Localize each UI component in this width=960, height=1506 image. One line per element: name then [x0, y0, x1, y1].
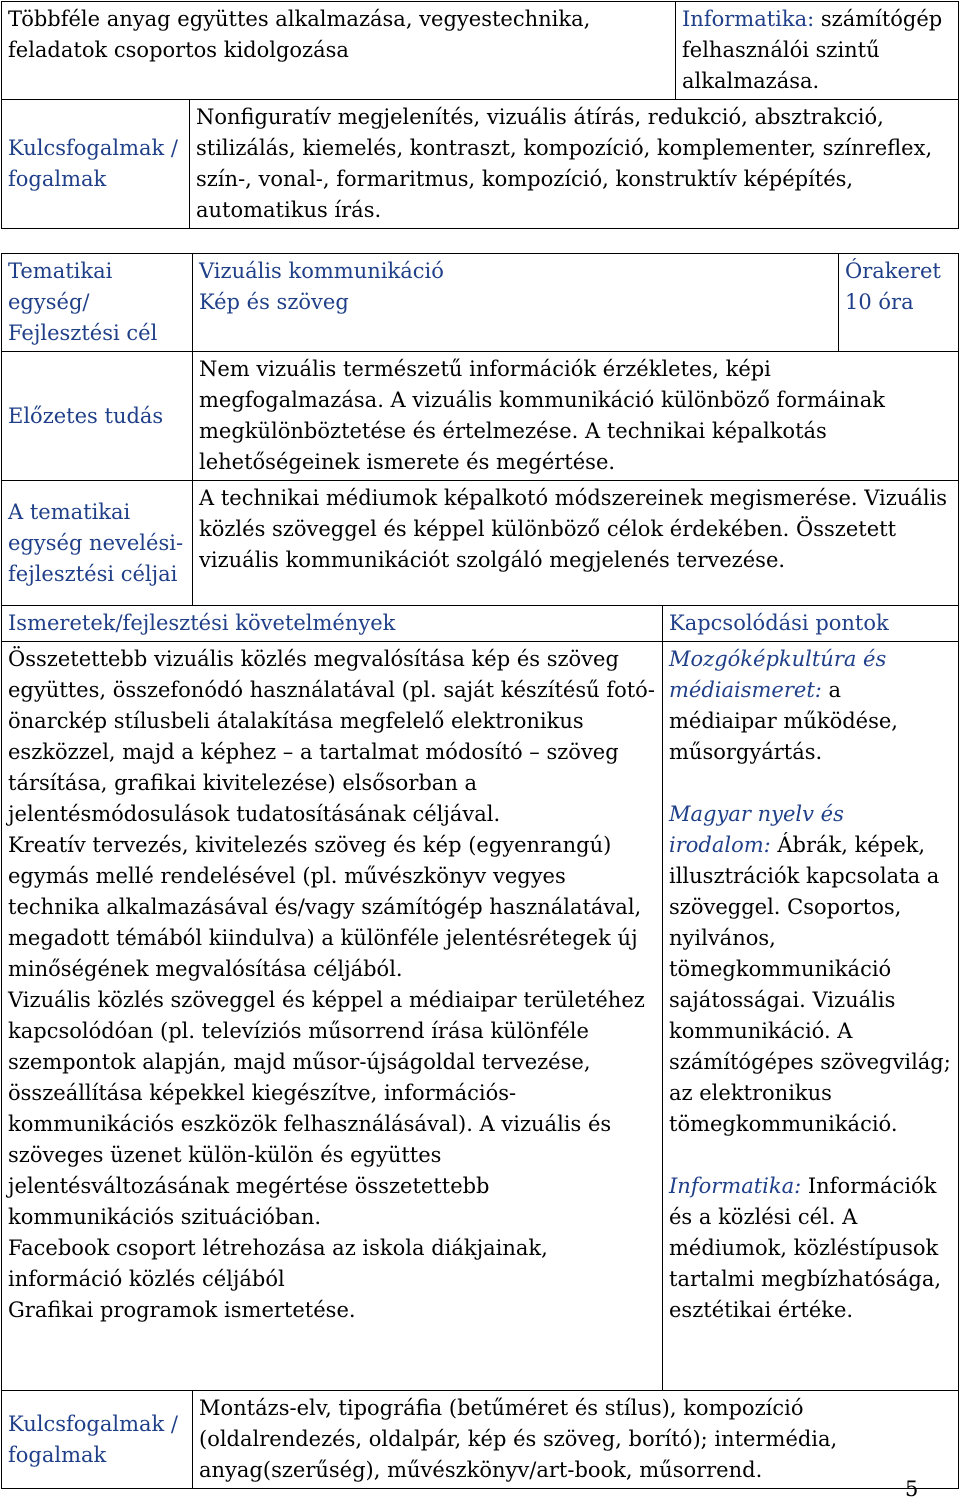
celok-text: A technikai médiumok képalkotó módszereinek megismerése. Vizuális közlés szöveggel és képpel különböző célok érdekében. Összetett vizuális kommunikációt szolgáló megjelenés tervezése.	[193, 481, 959, 606]
top-kulcsfogalmak-text: Nonfiguratív megjelenítés, vizuális átírás, redukció, absztrakció, stilizálás, kiemelés, kontraszt, kompozíció, komplementer, színreflex, szín-, vonal-, formaritmus, kompozíció, konstruktív képépítés, automatikus írás.	[190, 100, 959, 229]
tematikai-egyseg-label: Tematikai egység/ Fejlesztési cél	[2, 254, 193, 352]
top-kulcsfogalmak-label: Kulcsfogalmak / fogalmak	[2, 100, 190, 229]
kapcsolodasi-item	[669, 799, 952, 1140]
unit-title: Vizuális kommunikáció	[199, 259, 444, 283]
ismeretek-paragraph: Facebook csoport létrehozása az iskola diákjainak, információ közlés céljából	[8, 1236, 548, 1291]
kapcsolodasi-item	[669, 1171, 952, 1326]
orakeret-label: Órakeret	[845, 259, 941, 283]
main-table	[1, 253, 959, 1489]
page-number: 5	[905, 1477, 919, 1501]
top-row1-left: Többféle anyag együttes alkalmazása, vegyestechnika, feladatok csoportos kidolgozása	[2, 2, 676, 100]
top-row1-right-text: számítógép felhasználói szintű alkalmazása.	[682, 7, 943, 93]
kapcsolodasi-text: Információk és a közlési cél. A médiumok, közléstípusok tartalmi megbízhatósága, esztétikai értéke.	[669, 1174, 942, 1322]
celok-label: A tematikai egység nevelési-fejlesztési céljai	[2, 481, 193, 606]
ismeretek-paragraph: Grafikai programok ismertetése.	[8, 1298, 356, 1322]
unit-title-cell	[193, 254, 839, 352]
ismeretek-body	[2, 642, 663, 1391]
kapcsolodasi-body	[663, 642, 959, 1391]
kapcsolodasi-text: a médiaipar működése, műsorgyártás.	[669, 678, 898, 764]
informatika-link-label: Informatika:	[682, 7, 815, 31]
ismeretek-header: Ismeretek/fejlesztési követelmények	[2, 606, 663, 642]
kapcsolodasi-subject: Informatika:	[669, 1174, 802, 1198]
ismeretek-paragraph: Összetettebb vizuális közlés megvalósítása kép és szöveg együttes, összefonódó használatával (pl. saját készítésű fotó-önarckép stílusbeli átalakítása megfelelő elektronikus eszközzel, majd a képhez – a tartalmat módosító – szöveg társítása, grafikai kivitelezése) elsősorban a jelentésmódosulások tudatosításának céljával.	[8, 647, 655, 826]
top-row1-right	[676, 2, 959, 100]
kapcsolodasi-subject: Mozgóképkultúra és médiaismeret:	[669, 647, 887, 702]
kapcsolodasi-item	[669, 644, 952, 768]
kapcsolodasi-text: Ábrák, képek, illusztrációk kapcsolata a szöveggel. Csoportos, nyilvános, tömegkommunikáció sajátosságai. Vizuális kommunikáció. A számítógépes szövegvilág; az elektronikus tömegkommunikáció.	[669, 833, 951, 1136]
orakeret-cell	[839, 254, 959, 352]
kulcsfogalmak-label: Kulcsfogalmak / fogalmak	[2, 1391, 193, 1489]
kapcsolodasi-subject: Magyar nyelv és irodalom:	[669, 802, 844, 857]
kapcsolodasi-header: Kapcsolódási pontok	[663, 606, 959, 642]
elozetes-tudas-label: Előzetes tudás	[2, 352, 193, 481]
unit-subtitle: Kép és szöveg	[199, 290, 349, 314]
kulcsfogalmak-text: Montázs-elv, tipográfia (betűméret és stílus), kompozíció (oldalrendezés, oldalpár, kép és szöveg, borító); intermédia, anyag(szerűség), művészkönyv/art-book, műsorrend.	[193, 1391, 959, 1489]
ismeretek-paragraph: Kreatív tervezés, kivitelezés szöveg és kép (egyenrangú) egymás mellé rendelésével (pl. művészkönyv vegyes technika alkalmazásával és/vagy számítógép használatával, megadott témából kiindulva) a különféle jelentésrétegek új minőségének megvalósítása céljából.	[8, 833, 642, 981]
ismeretek-paragraph: Vizuális közlés szöveggel és képpel a médiaipar területéhez kapcsolódóan (pl. televíziós műsorrend írása különféle szempontok alapján, majd műsor-újságoldal tervezése, összeállítása képekkel kiegészítve, információs-kommunikációs eszközök felhasználásával). A vizuális és szöveges üzenet külön-külön és együttes jelentésváltozásának megértése összetettebb kommunikációs szituációban.	[8, 988, 645, 1229]
top-table	[1, 1, 959, 229]
orakeret-value: 10 óra	[845, 290, 914, 314]
elozetes-tudas-text: Nem vizuális természetű információk érzékletes, képi megfogalmazása. A vizuális kommunikáció különböző formáinak megkülönböztetése és értelmezése. A technikai képalkotás lehetőségeinek ismerete és megértése.	[193, 352, 959, 481]
